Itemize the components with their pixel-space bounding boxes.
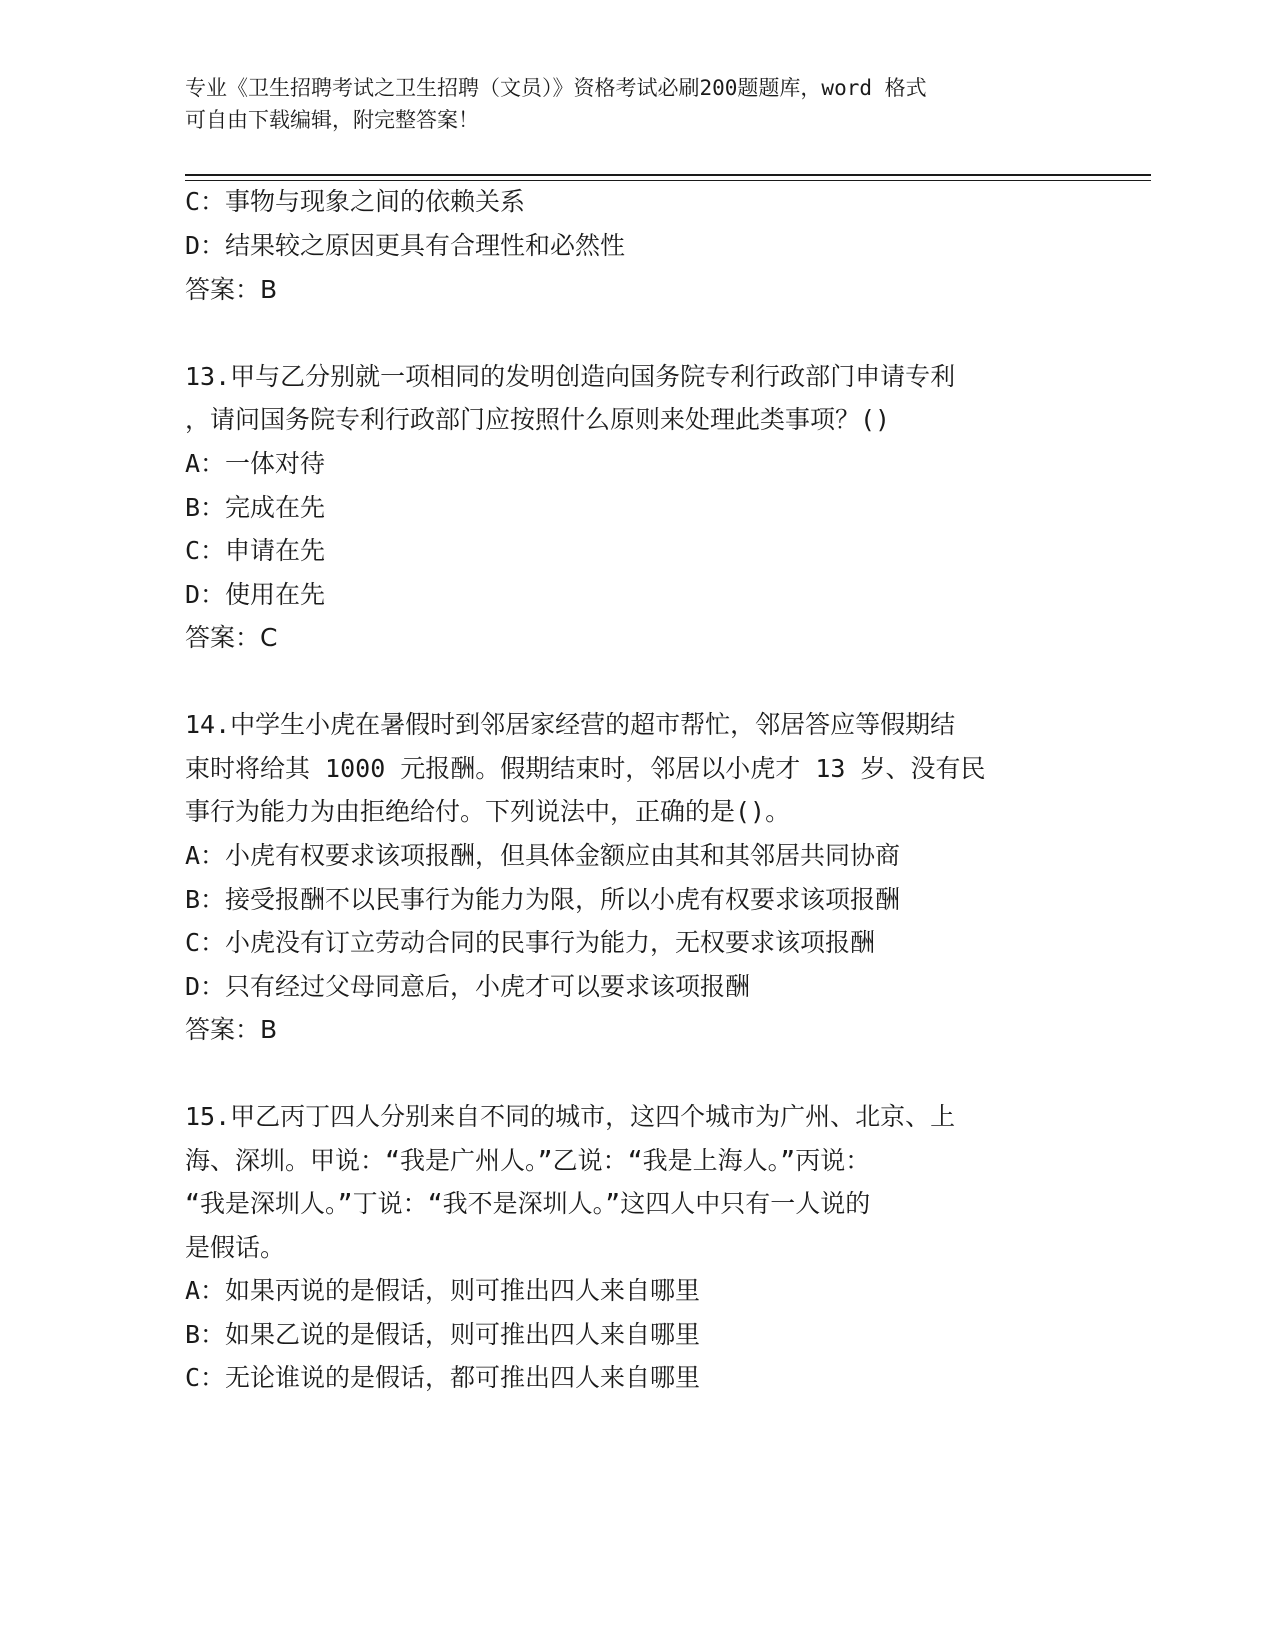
header-line-2: 可自由下载编辑，附完整答案！: [185, 108, 479, 132]
q14-stem-line-1: 14.中学生小虎在暑假时到邻居家经营的超市帮忙，邻居答应等假期结: [185, 710, 956, 739]
q15-option-b: B：如果乙说的是假话，则可推出四人来自哪里: [185, 1320, 701, 1349]
q15-stem-line-2: 海、深圳。甲说：“我是广州人。”乙说：“我是上海人。”丙说：: [185, 1146, 871, 1175]
header-divider: [185, 174, 1151, 176]
q14-option-b: B：接受报酬不以民事行为能力为限，所以小虎有权要求该项报酬: [185, 885, 901, 914]
q13-stem-line-2: ，请问国务院专利行政部门应按照什么原则来处理此类事项？(): [185, 405, 891, 434]
q14-option-c: C：小虎没有订立劳动合同的民事行为能力，无权要求该项报酬: [185, 928, 876, 957]
q14-option-d: D：只有经过父母同意后，小虎才可以要求该项报酬: [185, 972, 751, 1001]
q15-option-c: C：无论谁说的是假话，都可推出四人来自哪里: [185, 1363, 701, 1392]
header-divider-thin: [185, 180, 1151, 181]
q14-stem-line-2: 束时将给其 1000 元报酬。假期结束时，邻居以小虎才 13 岁、没有民: [185, 754, 986, 783]
q14-option-a: A：小虎有权要求该项报酬，但具体金额应由其和其邻居共同协商: [185, 841, 901, 870]
q13-option-a: A：一体对待: [185, 449, 326, 478]
q15-stem-line-3: “我是深圳人。”丁说：“我不是深圳人。”这四人中只有一人说的: [185, 1189, 871, 1218]
q15-stem-line-4: 是假话。: [185, 1233, 286, 1262]
q14-stem-line-3: 事行为能力为由拒绝给付。下列说法中，正确的是()。: [185, 797, 791, 826]
q12-option-d: D：结果较之原因更具有合理性和必然性: [185, 231, 626, 260]
q13-answer: 答案：C: [185, 623, 278, 652]
document-header: [185, 72, 1065, 136]
q12-answer: 答案：B: [185, 275, 278, 304]
q13-option-d: D：使用在先: [185, 580, 326, 609]
q14-answer: 答案：B: [185, 1015, 278, 1044]
q13-option-c: C：申请在先: [185, 536, 326, 565]
q15-stem-line-1: 15.甲乙丙丁四人分别来自不同的城市，这四个城市为广州、北京、上: [185, 1102, 956, 1131]
q13-option-b: B：完成在先: [185, 493, 326, 522]
q15-option-a: A：如果丙说的是假话，则可推出四人来自哪里: [185, 1276, 701, 1305]
q12-option-c: C：事物与现象之间的依赖关系: [185, 187, 526, 216]
header-line-1: 专业《卫生招聘考试之卫生招聘（文员）》资格考试必刷200题题库，word 格式: [185, 76, 927, 100]
q13-stem-line-1: 13.甲与乙分别就一项相同的发明创造向国务院专利行政部门申请专利: [185, 362, 956, 391]
